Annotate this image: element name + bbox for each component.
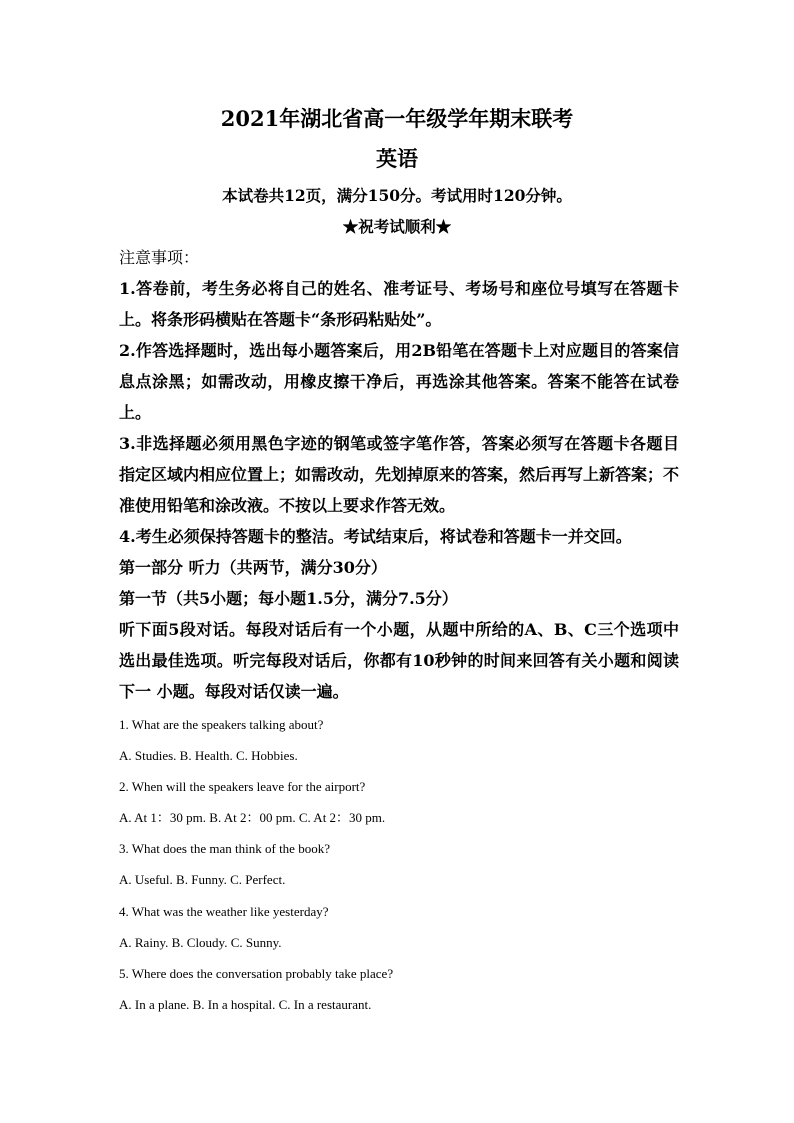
- question-4-options: A. Rainy. B. Cloudy. C. Sunny.: [119, 935, 282, 950]
- question-4: 4. What was the weather like yesterday?: [119, 904, 329, 919]
- question-2: 2. When will the speakers leave for the airport?: [119, 779, 366, 794]
- question-5-options: A. In a plane. B. In a hospital. C. In a restaurant.: [119, 997, 372, 1012]
- question-2-options: A. At 1：30 pm. B. At 2：00 pm. C. At 2：30 pm.: [119, 810, 386, 825]
- section-sub-heading: 第一节（共5小题；每小题1.5分，满分7.5分）: [119, 589, 458, 608]
- good-luck-line: ★祝考试顺利★: [342, 217, 452, 236]
- question-1: 1. What are the speakers talking about?: [119, 717, 324, 732]
- exam-info: 本试卷共12页，满分150分。考试用时120分钟。: [222, 186, 572, 205]
- notice-item-3: 3.非选择题必须用黑色字迹的钢笔或签字笔作答，答案必须写在答题卡各题目指定区域内相应位置上；如需改动，先划掉原来的答案，然后再写上新答案；不准使用铅笔和涂改液。不按以上要求作答无效。: [119, 434, 680, 515]
- question-3-options: A. Useful. B. Funny. C. Perfect.: [119, 872, 286, 887]
- notice-heading: 注意事项：: [119, 248, 200, 267]
- section-instruction: 听下面5段对话。每段对话后有一个小题，从题中所给的A、B、C三个选项中选出最佳选项。听完每段对话后，你都有10秒钟的时间来回答有关小题和阅读下一 小题。每段对话仅读一遍。: [119, 620, 679, 701]
- exam-title: 2021年湖北省高一年级学年期末联考: [220, 106, 574, 131]
- question-3: 3. What does the man think of the book?: [119, 841, 330, 856]
- notice-item-4: 4.考生必须保持答题卡的整洁。考试结束后，将试卷和答题卡一并交回。: [119, 527, 632, 546]
- question-5: 5. Where does the conversation probably take place?: [119, 966, 394, 981]
- subject-title: 英语: [376, 146, 418, 171]
- notice-item-2: 2.作答选择题时，选出每小题答案后，用2B铅笔在答题卡上对应题目的答案信息点涂黑；如需改动，用橡皮擦干净后，再选涂其他答案。答案不能答在试卷上。: [119, 341, 679, 422]
- section-part-heading: 第一部分 听力（共两节，满分30分）: [119, 558, 387, 577]
- question-1-options: A. Studies. B. Health. C. Hobbies.: [119, 748, 298, 763]
- notice-item-1: 1.答卷前，考生务必将自己的姓名、准考证号、考场号和座位号填写在答题卡上。将条形码横贴在答题卡“条形码粘贴处”。: [119, 279, 679, 329]
